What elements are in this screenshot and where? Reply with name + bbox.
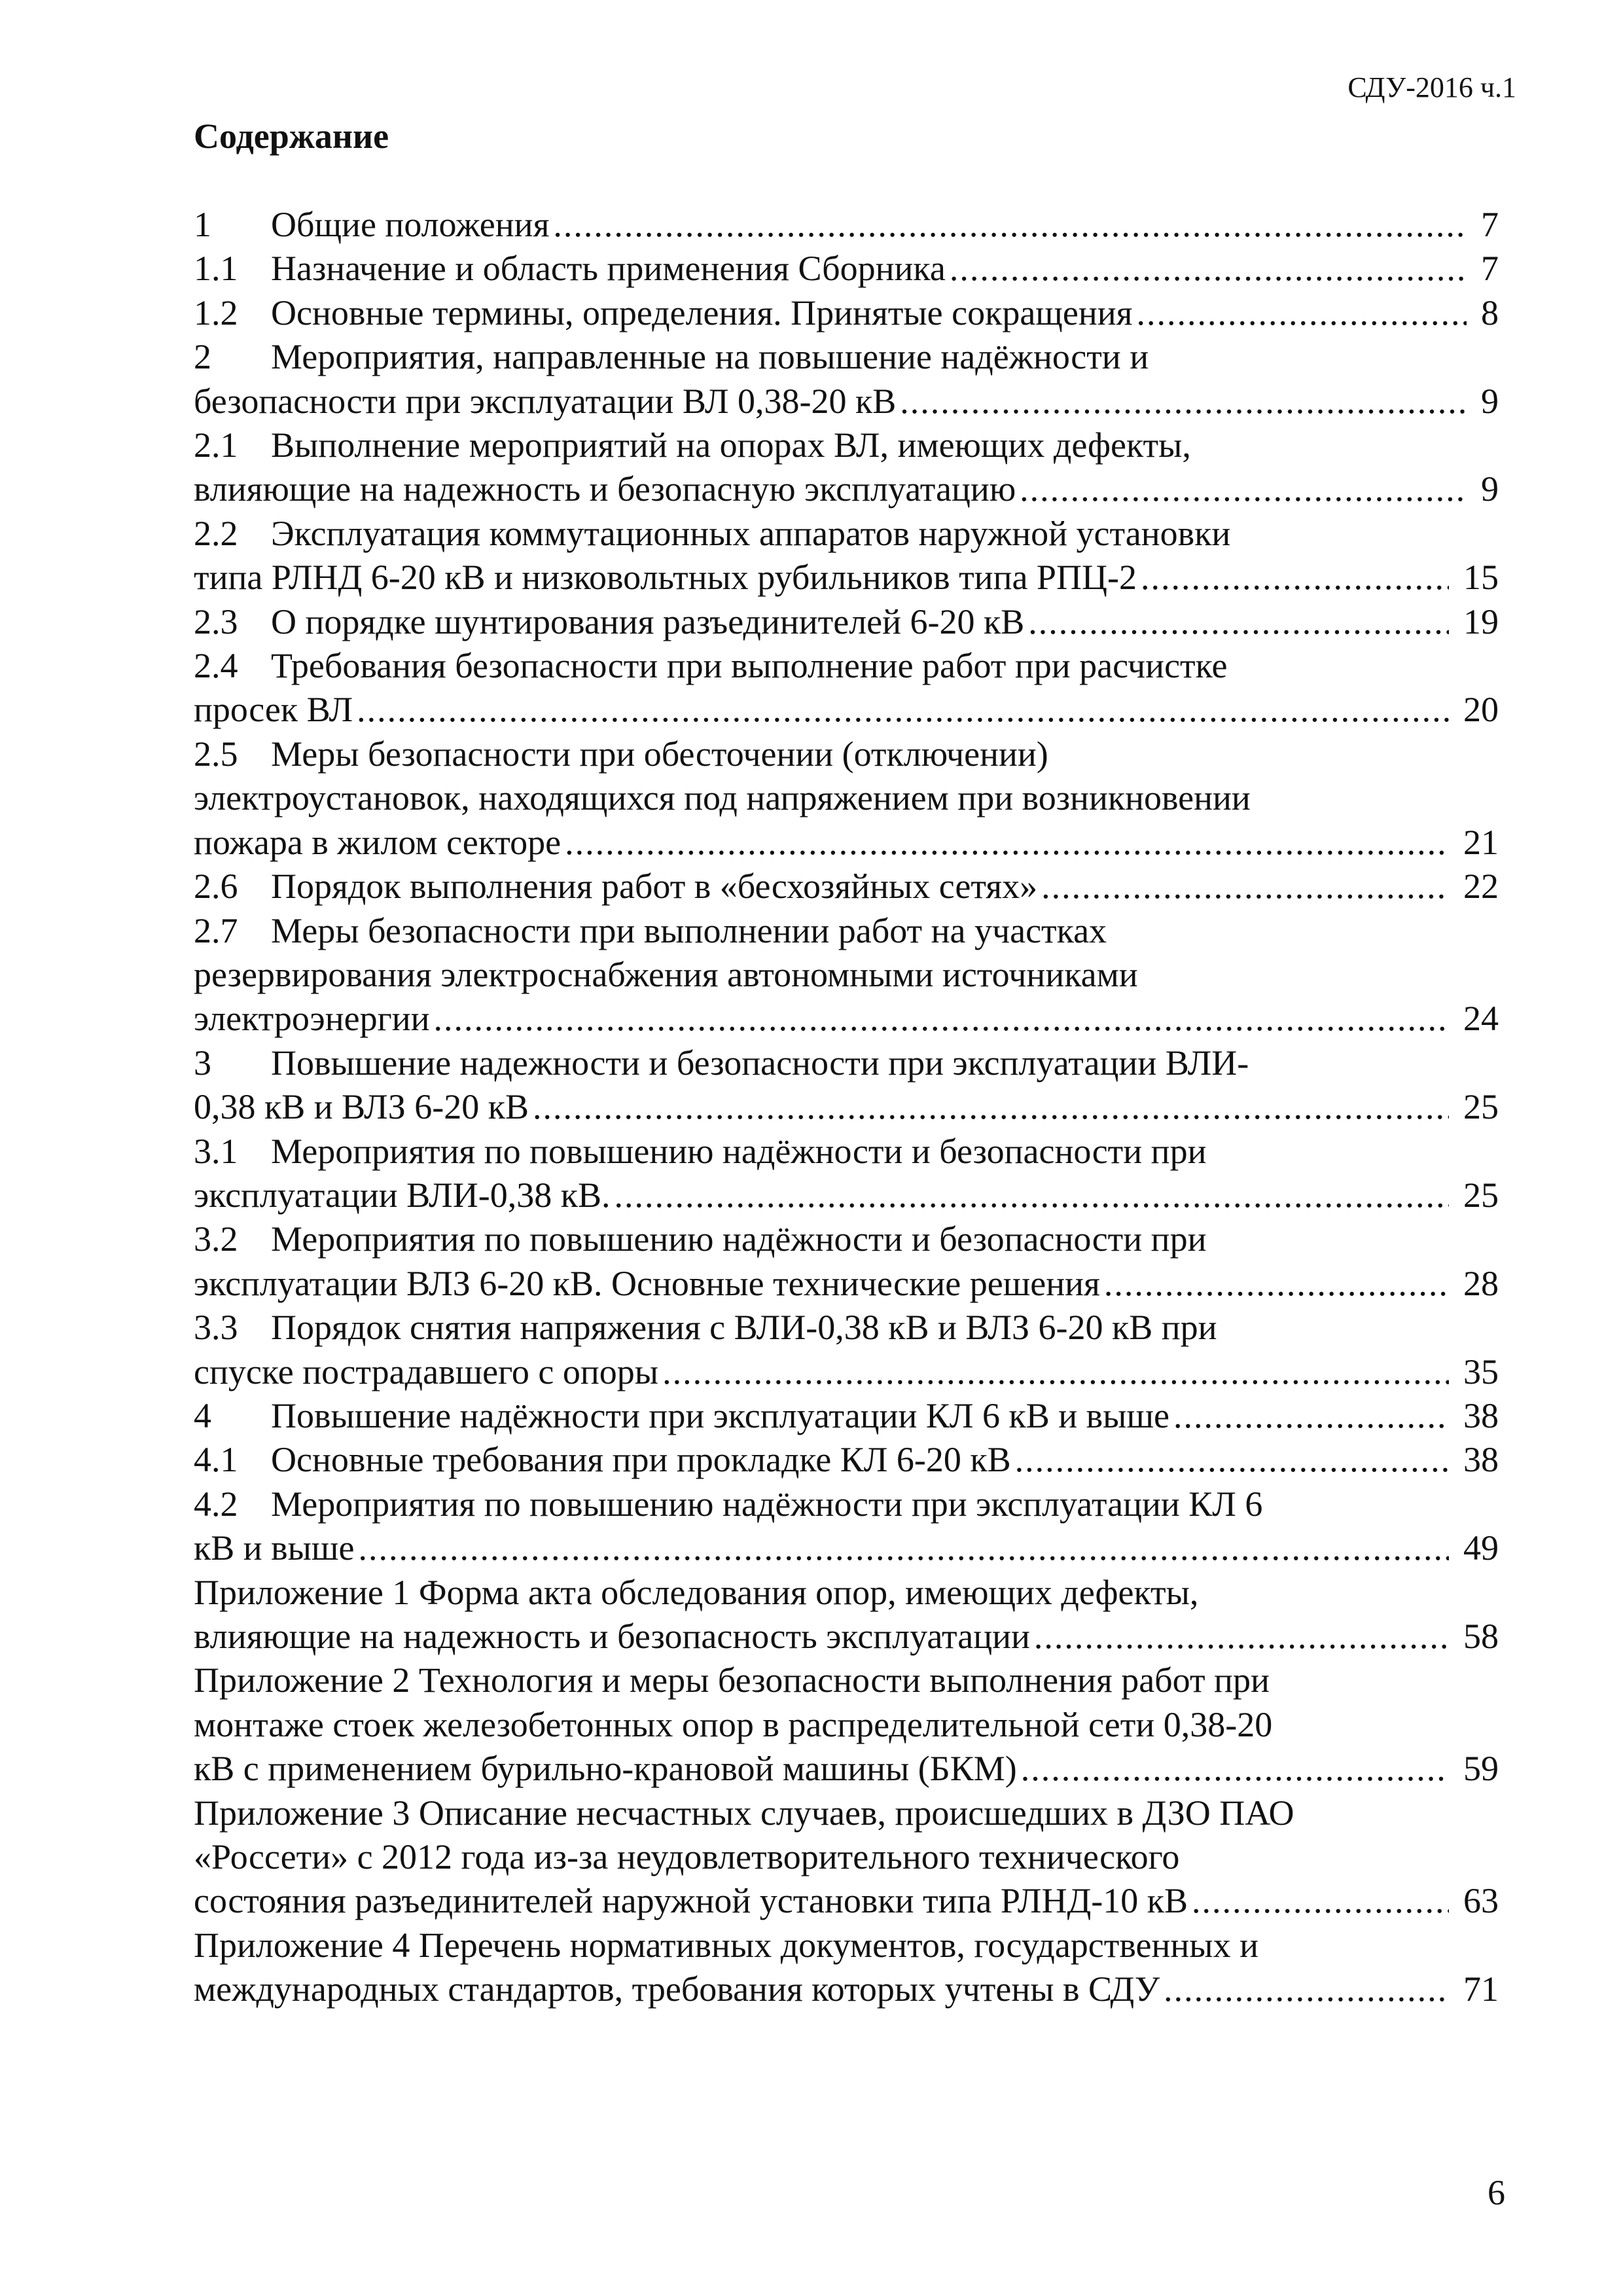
toc-entry-line	[194, 1394, 1499, 1438]
toc-entry[interactable]	[194, 732, 1499, 865]
toc-entry-line	[194, 512, 1499, 556]
toc-entry-page: 59	[1463, 1749, 1499, 1789]
toc-entry-line	[194, 909, 1499, 953]
toc-entry-page: 20	[1463, 690, 1499, 730]
toc-entry-page: 22	[1463, 867, 1499, 906]
toc-dot-leader	[553, 203, 1467, 247]
toc-entry[interactable]	[194, 203, 1499, 247]
toc-entry-line	[194, 1791, 1499, 1835]
toc-entry-line	[194, 600, 1499, 644]
toc-entry-number: 1.2	[194, 293, 238, 332]
toc-entry-text: Приложение 1 Форма акта обследования опор, имеющих дефекты,	[194, 1572, 1199, 1612]
toc-entry[interactable]	[194, 1571, 1499, 1659]
toc-entry[interactable]	[194, 1217, 1499, 1306]
toc-entry-page: 38	[1463, 1395, 1499, 1435]
toc-entry-line	[194, 556, 1499, 600]
toc-entry-page: 15	[1463, 558, 1499, 598]
toc-entry-line	[194, 380, 1499, 423]
toc-entry-line	[194, 865, 1499, 908]
toc-entry-text: Мероприятия по повышению надёжности при эксплуатации КЛ 6	[271, 1484, 1263, 1524]
toc-entry-line	[194, 1526, 1499, 1570]
toc-entry-page: 9	[1481, 469, 1499, 509]
toc-entry-line	[194, 953, 1499, 997]
toc-entry-text: монтаже стоек железобетонных опор в распределительной сети 0,38-20	[194, 1704, 1273, 1744]
toc-dot-leader	[1020, 467, 1467, 511]
toc-dot-leader	[1028, 600, 1449, 644]
toc-entry-line	[194, 1879, 1499, 1923]
toc-entry-number: 2.1	[194, 425, 238, 465]
toc-entry-text: Приложение 4 Перечень нормативных документов, государственных и	[194, 1925, 1258, 1965]
document-code: СДУ-2016 ч.1	[1347, 71, 1516, 103]
toc-entry[interactable]	[194, 1130, 1499, 1218]
toc-dot-leader	[1041, 865, 1449, 908]
toc-dot-leader	[1192, 1879, 1449, 1923]
toc-entry-text: Мероприятия по повышению надёжности и безопасности при	[271, 1219, 1207, 1259]
toc-entry-line	[194, 423, 1499, 467]
toc-entry-text: Мероприятия, направленные на повышение надёжности и	[271, 337, 1149, 377]
toc-entry-line	[194, 1130, 1499, 1174]
toc-entry-number: 1	[194, 205, 211, 244]
toc-entry-line	[194, 997, 1499, 1041]
toc-entry-text: влияющие на надежность и безопасность эксплуатации	[194, 1617, 1030, 1656]
toc-entry-number: 4.2	[194, 1484, 238, 1524]
toc-entry-text: О порядке шунтирования разъединителей 6-20 кВ	[271, 601, 1025, 641]
toc-entry-number: 2.7	[194, 910, 238, 950]
toc-entry-line	[194, 1615, 1499, 1659]
toc-entry-line	[194, 1703, 1499, 1747]
toc-dot-leader	[358, 1526, 1449, 1570]
toc-dot-leader	[533, 1085, 1449, 1129]
toc-entry-number: 2.2	[194, 513, 238, 553]
toc-entry-line	[194, 1747, 1499, 1791]
toc-entry[interactable]	[194, 1306, 1499, 1394]
toc-entry[interactable]	[194, 512, 1499, 600]
toc-entry-page: 25	[1463, 1087, 1499, 1127]
toc-entry-text: 0,38 кВ и ВЛЗ 6-20 кВ	[194, 1087, 529, 1127]
toc-entry-text: Приложение 2 Технология и меры безопасности выполнения работ при	[194, 1660, 1270, 1700]
toc-entry-page: 35	[1463, 1352, 1499, 1391]
toc-entry-line	[194, 1306, 1499, 1350]
toc-entry-line	[194, 776, 1499, 820]
toc-entry-line	[194, 467, 1499, 511]
toc-entry[interactable]	[194, 335, 1499, 423]
toc-entry-text: Эксплуатация коммутационных аппаратов наружной установки	[271, 513, 1231, 553]
toc-entry-line	[194, 1571, 1499, 1615]
toc-entry-text: типа РЛНД 6-20 кВ и низковольтных рубильников типа РПЦ-2	[194, 558, 1137, 598]
toc-entry-line	[194, 644, 1499, 688]
toc-dot-leader	[1173, 1394, 1449, 1438]
toc-entry-text: Мероприятия по повышению надёжности и безопасности при	[271, 1131, 1207, 1171]
toc-entry-number: 1.1	[194, 249, 238, 289]
toc-entry-text: международных стандартов, требования которых учтены в СДУ	[194, 1969, 1160, 2009]
toc-entry-text: Назначение и область применения Сборника	[271, 249, 946, 289]
toc-dot-leader	[357, 688, 1449, 732]
toc-dot-leader	[1137, 291, 1467, 335]
toc-entry-page: 63	[1463, 1881, 1499, 1921]
toc-entry-text: кВ с применением бурильно-крановой машины (БКМ)	[194, 1749, 1017, 1789]
toc-entry-text: Приложение 3 Описание несчастных случаев, происшедших в ДЗО ПАО	[194, 1793, 1294, 1833]
toc-entry-page: 71	[1463, 1969, 1499, 2009]
toc-entry-page: 24	[1463, 999, 1499, 1039]
toc-entry-page: 28	[1463, 1263, 1499, 1303]
toc-entry-text: Меры безопасности при выполнении работ на участках	[271, 910, 1107, 950]
toc-entry-number: 4	[194, 1395, 211, 1435]
toc-entry[interactable]	[194, 291, 1499, 335]
toc-entry-line	[194, 1924, 1499, 1967]
toc-entry-text: Основные термины, определения. Принятые сокращения	[271, 293, 1133, 332]
toc-entry-text: электроустановок, находящихся под напряжением при возникновении	[194, 778, 1251, 818]
toc-entry-page: 9	[1481, 381, 1499, 421]
toc-dot-leader	[662, 1350, 1449, 1394]
table-of-contents	[194, 203, 1499, 2012]
toc-entry-page: 21	[1463, 822, 1499, 862]
page-number: 6	[1488, 2173, 1505, 2212]
toc-dot-leader	[434, 997, 1449, 1041]
toc-entry-number: 3	[194, 1043, 211, 1083]
toc-entry-line	[194, 732, 1499, 776]
toc-entry-number: 3.1	[194, 1131, 238, 1171]
toc-entry-line	[194, 291, 1499, 335]
toc-entry-text: безопасности при эксплуатации ВЛ 0,38-20 кВ	[194, 381, 897, 421]
toc-entry[interactable]	[194, 1438, 1499, 1482]
toc-entry-text: состояния разъединителей наружной установки типа РЛНД-10 кВ	[194, 1881, 1188, 1921]
toc-entry-text: влияющие на надежность и безопасную эксплуатацию	[194, 469, 1016, 509]
toc-entry-line	[194, 1217, 1499, 1261]
toc-entry-text: Порядок выполнения работ в «бесхозяйных сетях»	[271, 867, 1038, 906]
toc-entry-line	[194, 1262, 1499, 1306]
toc-entry[interactable]	[194, 1394, 1499, 1438]
toc-entry-text: спуске пострадавшего с опоры	[194, 1352, 659, 1391]
toc-entry[interactable]	[194, 1924, 1499, 2012]
toc-dot-leader	[614, 1174, 1449, 1217]
toc-entry-number: 2.5	[194, 734, 238, 774]
toc-entry-text: Выполнение мероприятий на опорах ВЛ, имеющих дефекты,	[271, 425, 1191, 465]
toc-entry-text: электроэнергии	[194, 999, 430, 1039]
toc-entry-number: 4.1	[194, 1440, 238, 1480]
toc-entry-line	[194, 247, 1499, 291]
toc-entry[interactable]	[194, 644, 1499, 732]
toc-dot-leader	[950, 247, 1467, 291]
toc-entry-line	[194, 1041, 1499, 1085]
toc-entry-line	[194, 1438, 1499, 1482]
toc-entry-text: кВ и выше	[194, 1528, 355, 1568]
toc-entry-number: 3.2	[194, 1219, 238, 1259]
toc-entry-line	[194, 1085, 1499, 1129]
toc-entry-number: 3.3	[194, 1308, 238, 1348]
toc-entry-line	[194, 821, 1499, 865]
toc-entry-text: резервирования электроснабжения автономными источниками	[194, 954, 1138, 994]
toc-entry-line	[194, 1482, 1499, 1526]
toc-dot-leader	[565, 821, 1449, 865]
toc-entry-page: 25	[1463, 1175, 1499, 1215]
toc-entry-page: 7	[1481, 205, 1499, 244]
toc-entry-text: Порядок снятия напряжения с ВЛИ-0,38 кВ и ВЛЗ 6-20 кВ при	[271, 1308, 1217, 1348]
toc-entry-text: эксплуатации ВЛИ-0,38 кВ.	[194, 1175, 611, 1215]
toc-entry-page: 38	[1463, 1440, 1499, 1480]
toc-entry[interactable]	[194, 865, 1499, 908]
toc-entry-number: 2.3	[194, 601, 238, 641]
toc-entry-text: пожара в жилом секторе	[194, 822, 562, 862]
toc-title: Содержание	[194, 117, 389, 156]
toc-entry-page: 8	[1481, 293, 1499, 332]
toc-entry-text: Требования безопасности при выполнение работ при расчистке	[271, 646, 1228, 686]
toc-entry-number: 2.4	[194, 646, 238, 686]
toc-entry-text: Меры безопасности при обесточении (отключении)	[271, 734, 1048, 774]
toc-entry-text: Общие положения	[271, 205, 550, 244]
toc-entry[interactable]	[194, 1041, 1499, 1130]
toc-dot-leader	[1164, 1967, 1449, 2011]
toc-entry[interactable]	[194, 247, 1499, 291]
toc-entry-line	[194, 1659, 1499, 1702]
toc-dot-leader	[1021, 1747, 1449, 1791]
toc-entry-number: 2.6	[194, 867, 238, 906]
toc-entry-text: Повышение надежности и безопасности при эксплуатации ВЛИ-	[271, 1043, 1249, 1083]
toc-dot-leader	[1104, 1262, 1449, 1306]
toc-entry[interactable]	[194, 909, 1499, 1041]
toc-entry-page: 19	[1463, 601, 1499, 641]
toc-entry[interactable]	[194, 1791, 1499, 1924]
toc-dot-leader	[900, 380, 1467, 423]
toc-entry[interactable]	[194, 423, 1499, 512]
toc-entry-line	[194, 688, 1499, 732]
toc-entry-page: 58	[1463, 1617, 1499, 1656]
toc-dot-leader	[1141, 556, 1449, 600]
toc-entry-text: просек ВЛ	[194, 690, 353, 730]
toc-entry-text: «Россети» с 2012 года из-за неудовлетворительного технического	[194, 1837, 1180, 1877]
toc-entry-text: эксплуатации ВЛЗ 6-20 кВ. Основные технические решения	[194, 1263, 1100, 1303]
toc-dot-leader	[1015, 1438, 1449, 1482]
toc-entry[interactable]	[194, 1482, 1499, 1571]
toc-entry[interactable]	[194, 1659, 1499, 1791]
toc-entry-line	[194, 1835, 1499, 1879]
toc-entry-line	[194, 203, 1499, 247]
toc-entry-page: 49	[1463, 1528, 1499, 1568]
toc-entry[interactable]	[194, 600, 1499, 644]
toc-entry-line	[194, 1350, 1499, 1394]
toc-entry-line	[194, 1967, 1499, 2011]
toc-entry-number: 2	[194, 337, 211, 377]
toc-entry-line	[194, 335, 1499, 379]
toc-entry-text: Основные требования при прокладке КЛ 6-20 кВ	[271, 1440, 1011, 1480]
toc-dot-leader	[1034, 1615, 1449, 1659]
toc-entry-line	[194, 1174, 1499, 1217]
toc-entry-page: 7	[1481, 249, 1499, 289]
toc-entry-text: Повышение надёжности при эксплуатации КЛ 6 кВ и выше	[271, 1395, 1169, 1435]
